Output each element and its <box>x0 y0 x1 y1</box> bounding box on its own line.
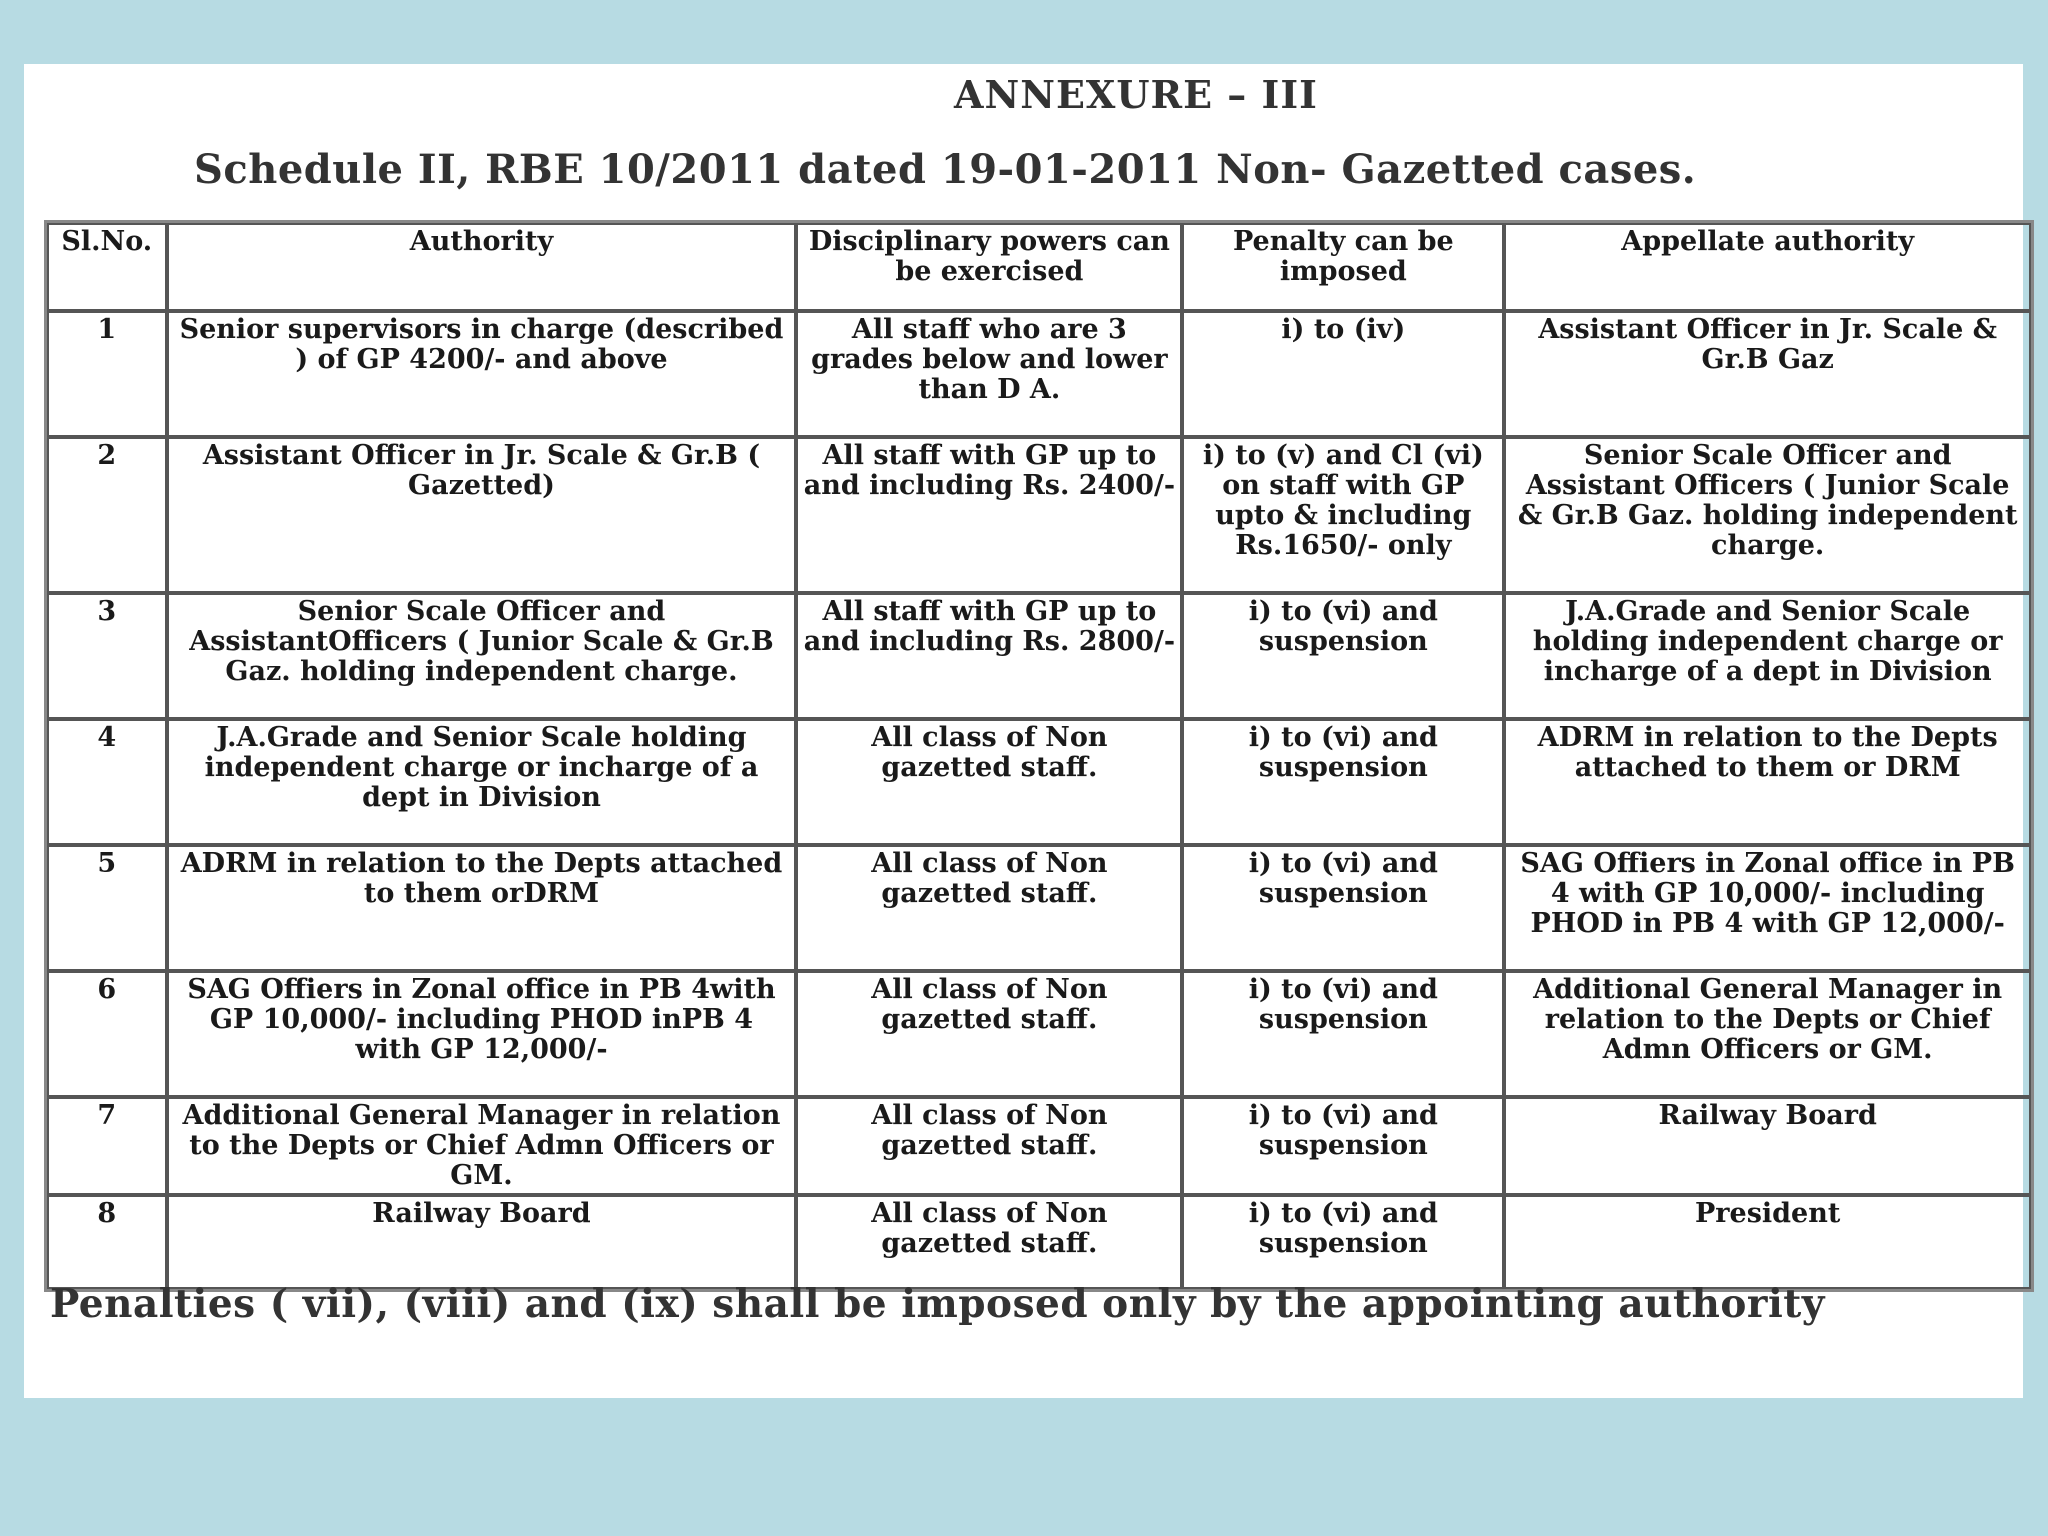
cell-powers: All class of Non gazetted staff. <box>796 1097 1182 1195</box>
header-appellate-authority: Appellate authority <box>1504 223 2031 311</box>
cell-sl-no: 3 <box>47 593 167 719</box>
cell-appellate: Additional General Manager in relation to the Depts or Chief Admn Officers or GM. <box>1504 971 2031 1097</box>
cell-sl-no: 6 <box>47 971 167 1097</box>
cell-authority: J.A.Grade and Senior Scale holding independent charge or incharge of a dept in Division <box>167 719 797 845</box>
cell-powers: All staff with GP up to and including Rs. 2800/- <box>796 593 1182 719</box>
cell-sl-no: 8 <box>47 1195 167 1289</box>
penalties-footnote: Penalties ( vii), (viii) and (ix) shall be imposed only by the appointing authority <box>50 1281 1825 1327</box>
header-authority: Authority <box>167 223 797 311</box>
cell-penalty: i) to (vi) and suspension <box>1182 1097 1504 1195</box>
cell-penalty: i) to (v) and Cl (vi) on staff with GP upto & including Rs.1650/- only <box>1182 437 1504 593</box>
cell-appellate: Assistant Officer in Jr. Scale & Gr.B Gaz <box>1504 311 2031 437</box>
cell-appellate: President <box>1504 1195 2031 1289</box>
header-sl-no: Sl.No. <box>47 223 167 311</box>
cell-appellate: J.A.Grade and Senior Scale holding independent charge or incharge of a dept in Division <box>1504 593 2031 719</box>
cell-penalty: i) to (vi) and suspension <box>1182 719 1504 845</box>
cell-penalty: i) to (vi) and suspension <box>1182 1195 1504 1289</box>
cell-powers: All class of Non gazetted staff. <box>796 971 1182 1097</box>
cell-penalty: i) to (iv) <box>1182 311 1504 437</box>
cell-authority: Senior supervisors in charge (described ) of GP 4200/- and above <box>167 311 797 437</box>
schedule-subtitle: Schedule II, RBE 10/2011 dated 19-01-2011 Non- Gazetted cases. <box>194 146 1697 193</box>
cell-sl-no: 5 <box>47 845 167 971</box>
cell-penalty: i) to (vi) and suspension <box>1182 593 1504 719</box>
cell-powers: All class of Non gazetted staff. <box>796 845 1182 971</box>
cell-authority: Assistant Officer in Jr. Scale & Gr.B ( Gazetted) <box>167 437 797 593</box>
annexure-title: ANNEXURE – III <box>954 72 1318 117</box>
table-row <box>47 593 2031 719</box>
cell-powers: All class of Non gazetted staff. <box>796 719 1182 845</box>
table-row <box>47 311 2031 437</box>
table-row <box>47 719 2031 845</box>
cell-sl-no: 2 <box>47 437 167 593</box>
cell-authority: SAG Offiers in Zonal office in PB 4with GP 10,000/- including PHOD inPB 4 with GP 12,000/- <box>167 971 797 1097</box>
cell-powers: All class of Non gazetted staff. <box>796 1195 1182 1289</box>
cell-appellate: SAG Offiers in Zonal office in PB 4 with GP 10,000/- including PHOD in PB 4 with GP 12,000/- <box>1504 845 2031 971</box>
cell-authority: ADRM in relation to the Depts attached to them orDRM <box>167 845 797 971</box>
cell-sl-no: 1 <box>47 311 167 437</box>
cell-powers: All staff with GP up to and including Rs. 2400/- <box>796 437 1182 593</box>
cell-appellate: Railway Board <box>1504 1097 2031 1195</box>
header-disciplinary-powers: Disciplinary powers can be exercised <box>796 223 1182 311</box>
cell-authority: Railway Board <box>167 1195 797 1289</box>
cell-sl-no: 7 <box>47 1097 167 1195</box>
header-penalty: Penalty can be imposed <box>1182 223 1504 311</box>
cell-powers: All staff who are 3 grades below and lower than D A. <box>796 311 1182 437</box>
cell-authority: Additional General Manager in relation to the Depts or Chief Admn Officers or GM. <box>167 1097 797 1195</box>
cell-appellate: Senior Scale Officer and Assistant Officers ( Junior Scale & Gr.B Gaz. holding independent charge. <box>1504 437 2031 593</box>
document-page <box>24 64 2023 1398</box>
cell-penalty: i) to (vi) and suspension <box>1182 971 1504 1097</box>
table-row <box>47 971 2031 1097</box>
penalty-schedule-table <box>44 220 2034 1292</box>
cell-sl-no: 4 <box>47 719 167 845</box>
cell-penalty: i) to (vi) and suspension <box>1182 845 1504 971</box>
table-header-row <box>47 223 2031 311</box>
table-row <box>47 845 2031 971</box>
table-row <box>47 1097 2031 1195</box>
table-row <box>47 437 2031 593</box>
cell-authority: Senior Scale Officer and AssistantOfficers ( Junior Scale & Gr.B Gaz. holding independent charge. <box>167 593 797 719</box>
table-row <box>47 1195 2031 1289</box>
cell-appellate: ADRM in relation to the Depts attached to them or DRM <box>1504 719 2031 845</box>
